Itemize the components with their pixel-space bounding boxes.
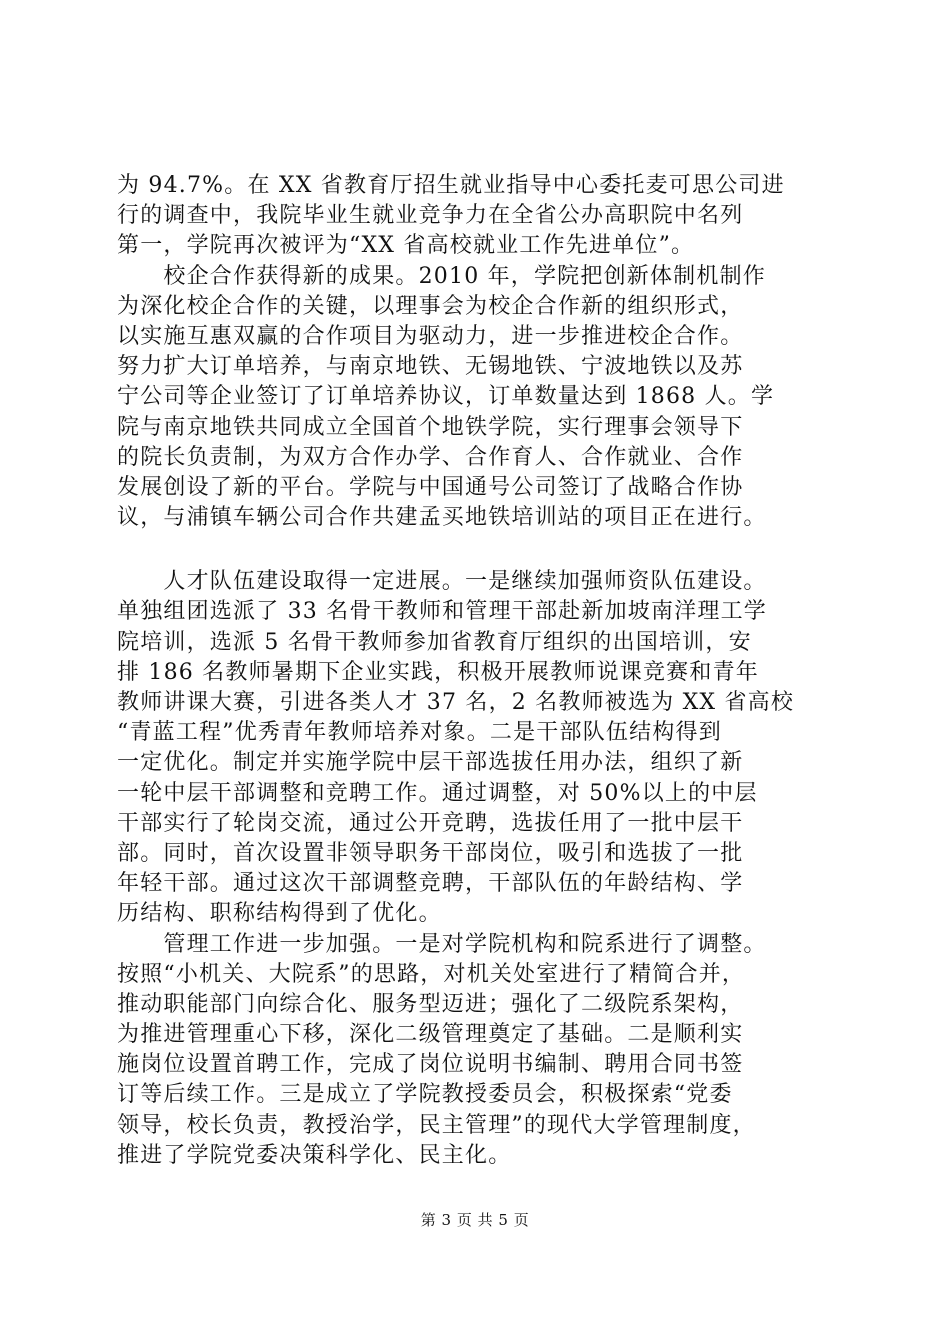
body-line: 努力扩大订单培养，与南京地铁、无锡地铁、宁波地铁以及苏 bbox=[117, 354, 744, 380]
body-line: 订等后续工作。三是成立了学院教授委员会，积极探索“党委 bbox=[117, 1082, 733, 1108]
body-line: 为推进管理重心下移，深化二级管理奠定了基础。二是顺利实 bbox=[117, 1022, 744, 1048]
body-line: 推进了学院党委决策科学化、民主化。 bbox=[117, 1142, 512, 1168]
body-line: 部。同时，首次设置非领导职务干部岗位，吸引和选拔了一批 bbox=[117, 840, 744, 866]
body-line: 第一，学院再次被评为“XX 省高校就业工作先进单位”。 bbox=[117, 233, 695, 259]
document-body bbox=[117, 171, 862, 1171]
body-line: 以实施互惠双赢的合作项目为驱动力，进一步推进校企合作。 bbox=[117, 323, 744, 349]
body-line: 一轮中层干部调整和竞聘工作。通过调整，对 50%以上的中层 bbox=[117, 780, 758, 806]
body-line: 校企合作获得新的成果。2010 年，学院把创新体制机制作 bbox=[117, 263, 766, 289]
body-line: 领导，校长负责，教授治学，民主管理”的现代大学管理制度， bbox=[117, 1112, 756, 1138]
body-line: 议，与浦镇车辆公司合作共建孟买地铁培训站的项目正在进行。 bbox=[117, 505, 767, 531]
body-line: 排 186 名教师暑期下企业实践，积极开展教师说课竞赛和青年 bbox=[117, 659, 759, 685]
body-line: 发展创设了新的平台。学院与中国通号公司签订了战略合作协 bbox=[117, 474, 744, 500]
body-line: 为 94.7%。在 XX 省教育厅招生就业指导中心委托麦可思公司进 bbox=[117, 173, 785, 198]
body-line: 推动职能部门向综合化、服务型迈进；强化了二级院系架构， bbox=[117, 991, 744, 1017]
body-line: 一定优化。制定并实施学院中层干部选拔任用办法，组织了新 bbox=[117, 750, 744, 776]
page-footer: 第 3 页 共 5 页 bbox=[420, 1211, 530, 1229]
body-line: 施岗位设置首聘工作，完成了岗位说明书编制、聘用合同书签 bbox=[117, 1052, 744, 1078]
body-line: 行的调查中，我院毕业生就业竞争力在全省公办高职院中名列 bbox=[117, 203, 744, 229]
body-line: 年轻干部。通过这次干部调整竞聘，干部队伍的年龄结构、学 bbox=[117, 871, 744, 897]
body-line: 为深化校企合作的关键，以理事会为校企合作新的组织形式， bbox=[117, 293, 744, 319]
body-line: 管理工作进一步加强。一是对学院机构和院系进行了调整。 bbox=[117, 931, 767, 957]
body-line: 人才队伍建设取得一定进展。一是继续加强师资队伍建设。 bbox=[117, 569, 767, 595]
body-line: 教师讲课大赛，引进各类人才 37 名，2 名教师被选为 XX 省高校 bbox=[117, 690, 795, 715]
body-line: 院培训，选派 5 名骨干教师参加省教育厅组织的出国培训，安 bbox=[117, 629, 752, 655]
body-line: “青蓝工程”优秀青年教师培养对象。二是干部队伍结构得到 bbox=[117, 720, 722, 746]
body-line: 单独组团选派了 33 名骨干教师和管理干部赴新加坡南洋理工学 bbox=[117, 599, 767, 625]
body-line: 历结构、职称结构得到了优化。 bbox=[117, 901, 442, 927]
body-line: 院与南京地铁共同成立全国首个地铁学院，实行理事会领导下 bbox=[117, 414, 744, 440]
body-line: 干部实行了轮岗交流，通过公开竞聘，选拔任用了一批中层干 bbox=[117, 810, 744, 836]
paragraph-gap bbox=[117, 533, 862, 567]
body-line: 宁公司等企业签订了订单培养协议，订单数量达到 1868 人。学 bbox=[117, 384, 775, 410]
body-line: 的院长负责制，为双方合作办学、合作育人、合作就业、合作 bbox=[117, 444, 744, 470]
body-line: 按照“小机关、大院系”的思路，对机关处室进行了精简合并， bbox=[117, 961, 746, 987]
